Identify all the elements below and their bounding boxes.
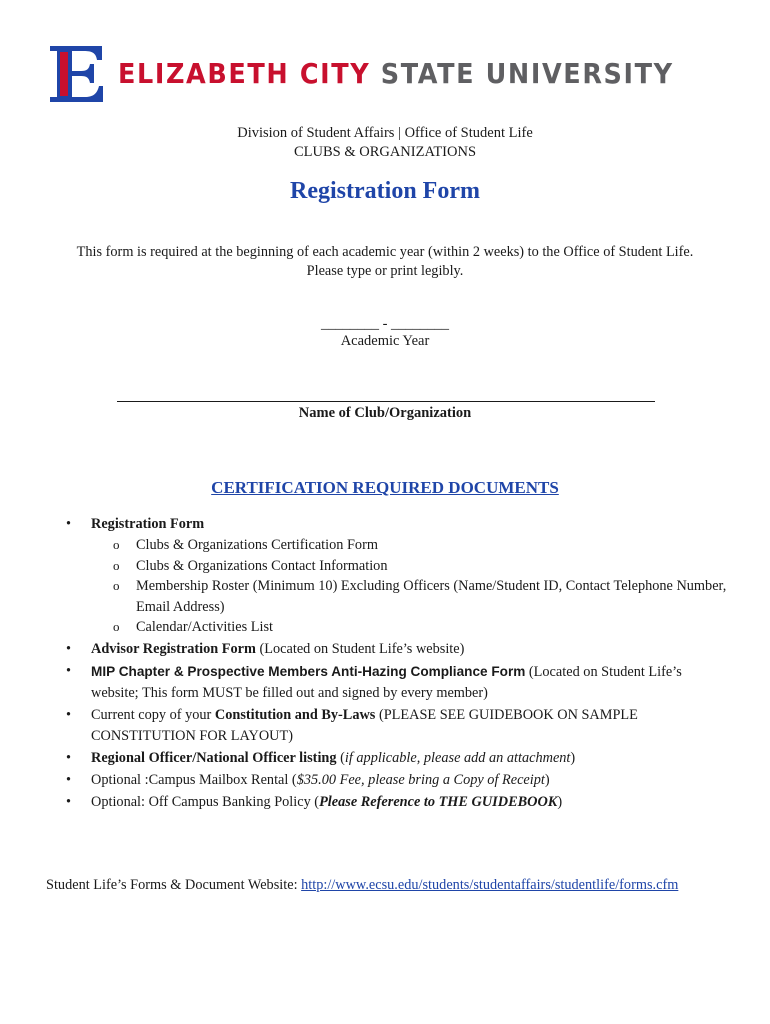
sub-list-item bbox=[0, 576, 770, 617]
constitution-prefix: Current copy of your bbox=[91, 706, 215, 723]
sub-list-item bbox=[0, 535, 770, 556]
bullet: • bbox=[66, 749, 72, 766]
regional-officer-note: if applicable, please add an attachment bbox=[344, 749, 571, 766]
sub-bullet: o bbox=[113, 537, 120, 552]
intro-line-2: Please type or print legibly. bbox=[306, 263, 464, 279]
bullet: • bbox=[66, 793, 72, 810]
logo-e-mark bbox=[48, 44, 104, 104]
registration-form-item: Registration Form bbox=[91, 516, 205, 532]
sub-list-item bbox=[0, 617, 770, 638]
department-heading bbox=[0, 124, 770, 162]
regional-open-paren: ( bbox=[336, 749, 345, 766]
mailbox-close-paren: ) bbox=[544, 771, 550, 788]
banking-close-paren: ) bbox=[557, 793, 563, 810]
bullet: • bbox=[66, 771, 72, 788]
mailbox-fee-note: $35.00 Fee, please bring a Copy of Receipt bbox=[296, 771, 545, 788]
org-name-label: Name of Club/Organization bbox=[298, 405, 472, 421]
mailbox-label: Optional :Campus Mailbox Rental ( bbox=[91, 771, 297, 788]
footer-forms-website bbox=[46, 877, 678, 894]
sub-item-certification-form: Clubs & Organizations Certification Form bbox=[136, 537, 378, 553]
academic-year-label: Academic Year bbox=[340, 333, 430, 349]
bullet: • bbox=[66, 640, 72, 657]
required-documents-list bbox=[0, 514, 770, 813]
regional-officer-label: Regional Officer/National Officer listing bbox=[91, 749, 337, 766]
list-item bbox=[0, 705, 770, 747]
regional-close-paren: ) bbox=[570, 749, 576, 766]
list-item bbox=[0, 748, 770, 769]
constitution-note: (PLEASE SEE GUIDEBOOK ON SAMPLE CONSTITUTION FOR LAYOUT) bbox=[91, 706, 638, 744]
intro-line-1: This form is required at the beginning of each academic year (within 2 weeks) to the Office of Student Life. bbox=[76, 244, 694, 260]
certification-heading: CERTIFICATION REQUIRED DOCUMENTS bbox=[211, 478, 559, 497]
page-title: Registration Form bbox=[290, 178, 480, 204]
list-item bbox=[0, 661, 770, 704]
sub-item-contact-info: Clubs & Organizations Contact Information bbox=[136, 557, 388, 574]
logo-wordmark bbox=[118, 58, 674, 90]
list-item bbox=[0, 639, 770, 660]
list-item bbox=[0, 514, 770, 535]
bullet: • bbox=[66, 706, 72, 723]
department-line: Division of Student Affairs | Office of Student Life bbox=[237, 125, 533, 141]
forms-website-link[interactable]: http://www.ecsu.edu/students/studentaffairs/studentlife/forms.cfm bbox=[301, 877, 679, 893]
sub-list-item bbox=[0, 556, 770, 577]
logo-word-gray: STATE UNIVERSITY bbox=[380, 58, 674, 91]
intro-text bbox=[0, 243, 770, 281]
sub-bullet: o bbox=[113, 619, 120, 634]
mip-form-label: MIP Chapter & Prospective Members Anti-Hazing Compliance Form bbox=[91, 663, 526, 679]
constitution-label: Constitution and By-Laws bbox=[214, 706, 376, 723]
logo-word-red: ELIZABETH CITY bbox=[118, 58, 371, 91]
advisor-form-note: (Located on Student Life’s website) bbox=[255, 640, 465, 657]
clubs-orgs-line: CLUBS & ORGANIZATIONS bbox=[293, 144, 477, 160]
list-item bbox=[0, 770, 770, 791]
bullet: • bbox=[66, 662, 72, 679]
sub-item-membership-roster: Membership Roster (Minimum 10) Excluding Officers (Name/Student ID, Contact Telephone Number, Email Address) bbox=[136, 578, 727, 615]
list-item bbox=[0, 792, 770, 813]
banking-label: Optional: Off Campus Banking Policy ( bbox=[91, 793, 320, 810]
org-name-field-line[interactable] bbox=[117, 401, 655, 402]
advisor-form-label: Advisor Registration Form bbox=[91, 640, 256, 657]
sub-item-calendar: Calendar/Activities List bbox=[136, 619, 273, 635]
bullet: • bbox=[66, 516, 72, 532]
footer-label: Student Life’s Forms & Document Website: bbox=[46, 877, 302, 893]
banking-guidebook-note: Please Reference to THE GUIDEBOOK bbox=[319, 793, 558, 810]
mip-form-note: (Located on Student Life’s website; This form MUST be filled out and signed by every member) bbox=[91, 663, 682, 701]
sub-bullet: o bbox=[113, 557, 120, 573]
sub-bullet: o bbox=[113, 578, 120, 593]
academic-year-blank[interactable]: ________ - ________ bbox=[320, 316, 450, 332]
